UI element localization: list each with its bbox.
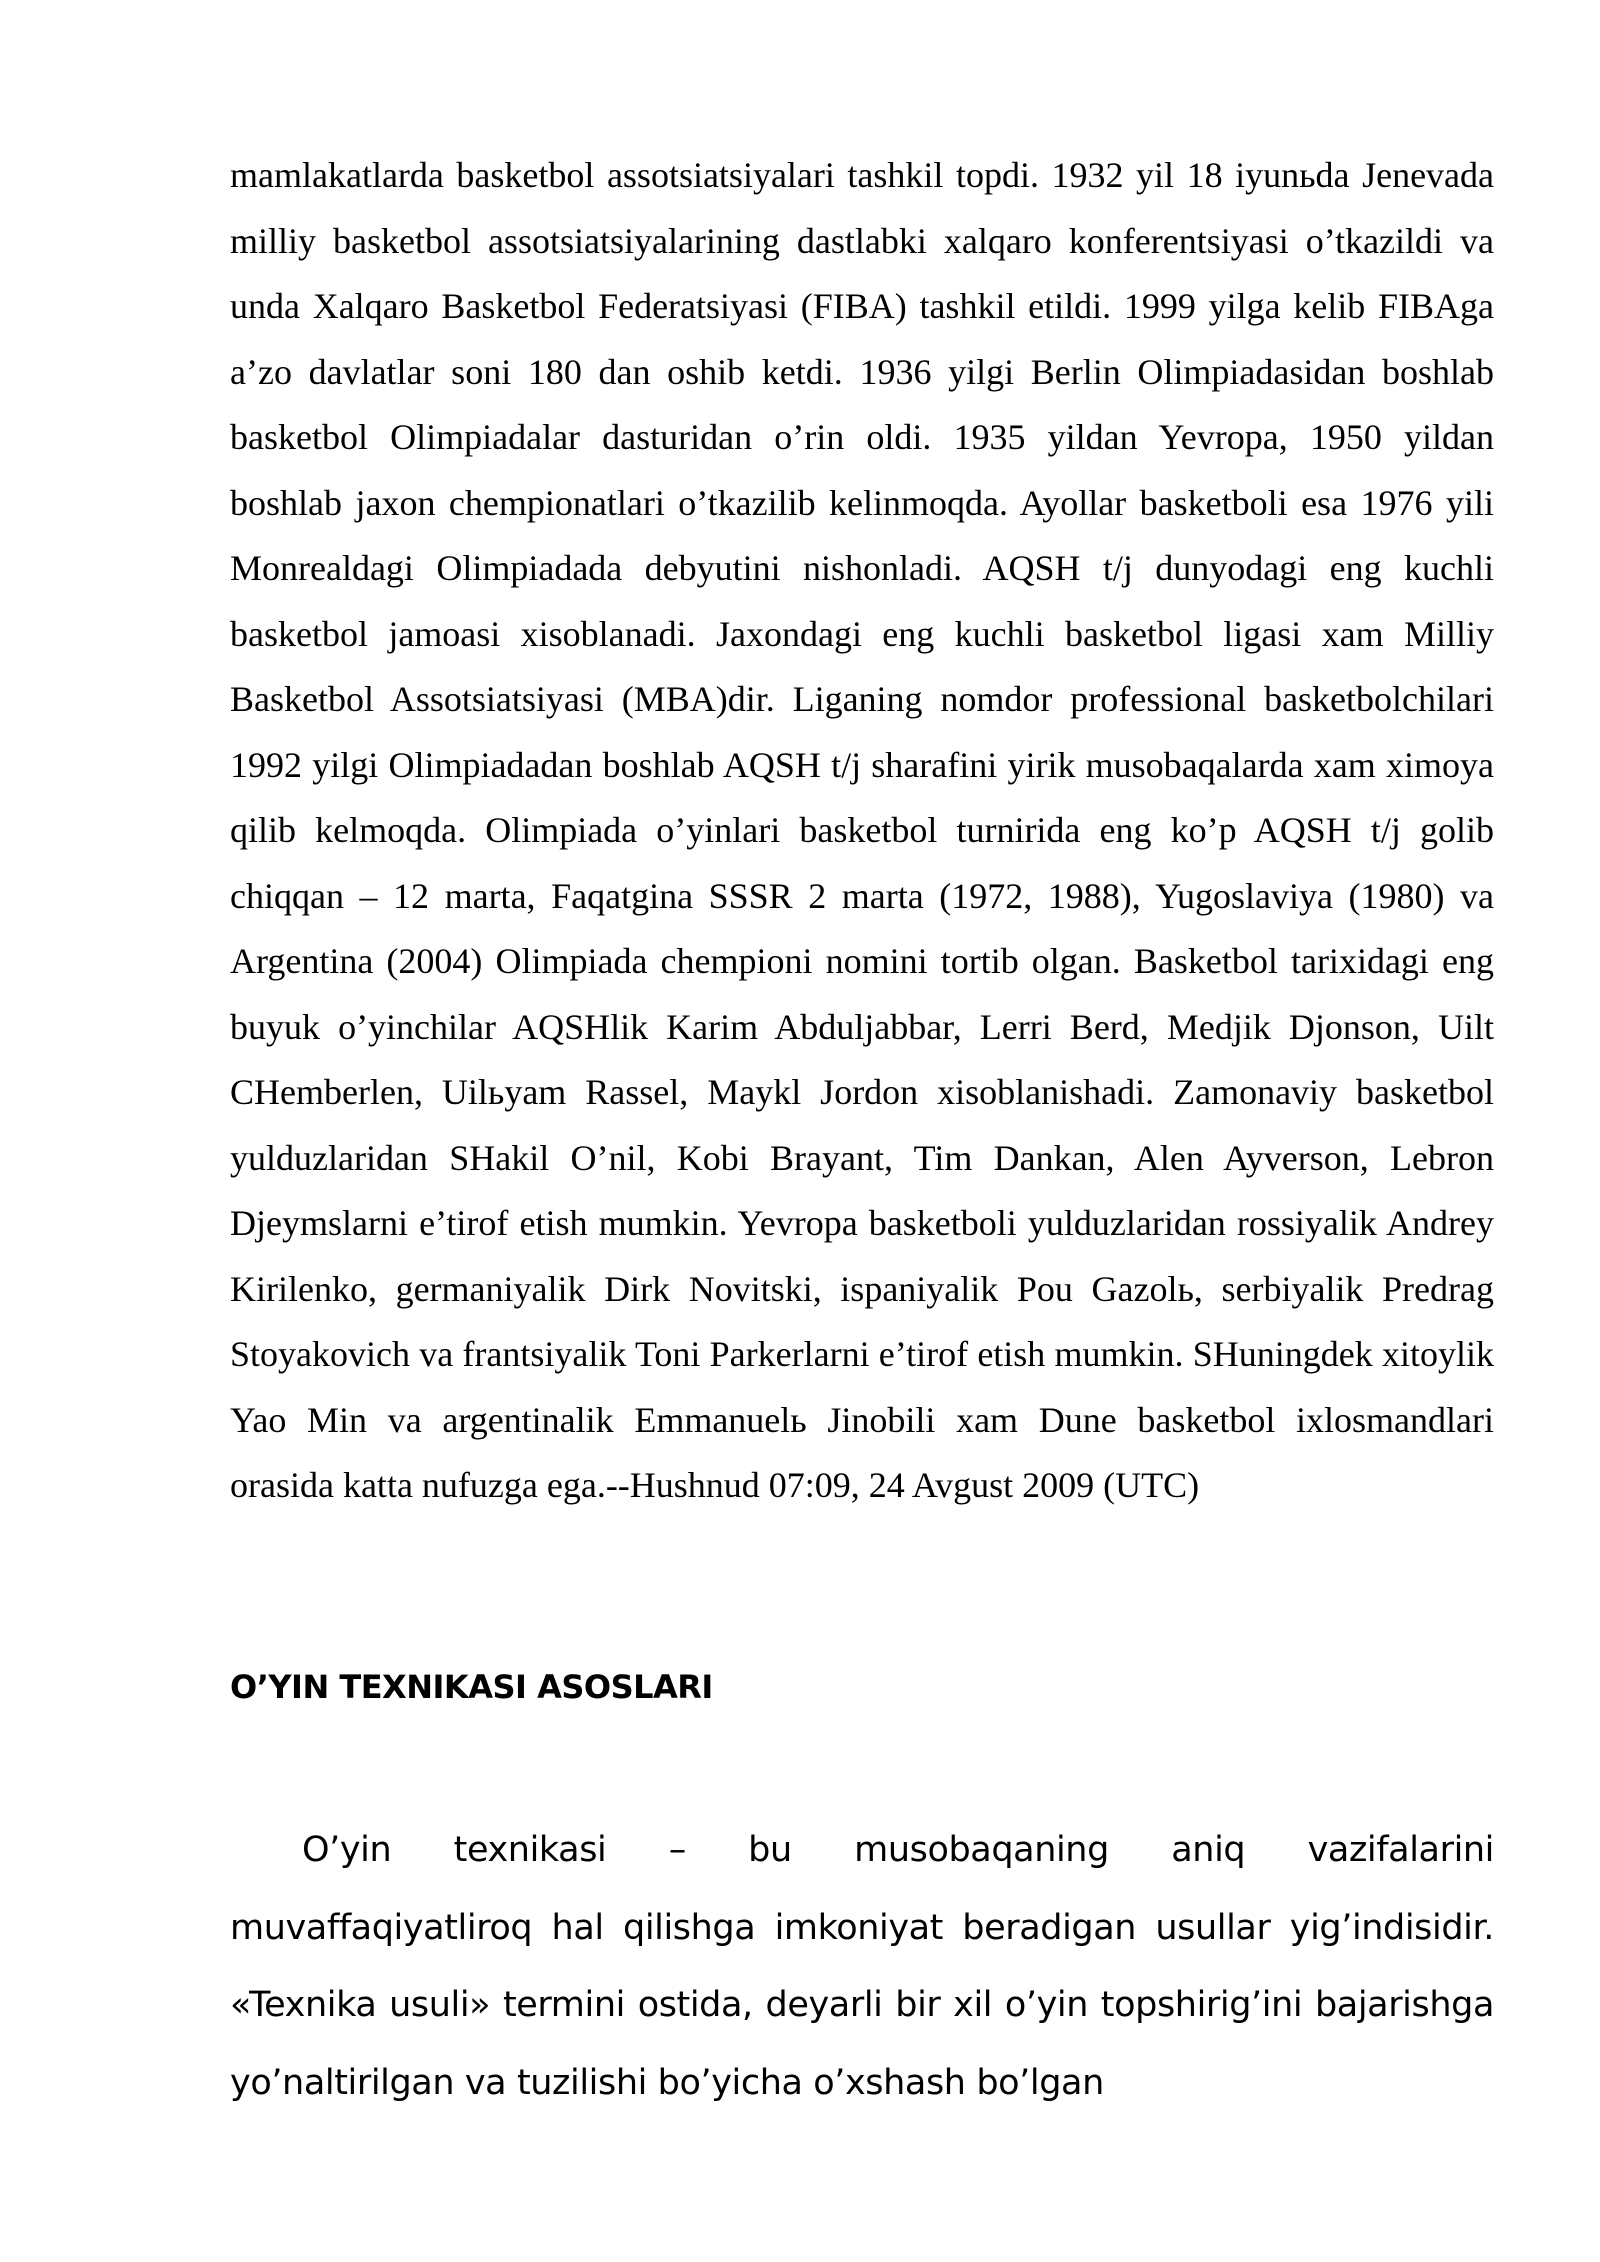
section-heading: O’YIN TEXNIKASI ASOSLARI xyxy=(230,1668,713,1706)
body-paragraph-history: mamlakatlarda basketbol assotsiatsiyalari tashkil topdi. 1932 yil 18 iyunьda Jenevada milliy basketbol assotsiatsiyalarining dastlabki xalqaro konferentsiyasi o’tkazildi va unda Xalqaro Basketbol Federatsiyasi (FIBA) tashkil etildi. 1999 yilga kelib FIBAga a’zo davlatlar soni 180 dan oshib ketdi. 1936 yilgi Berlin Olimpiadasidan boshlab basketbol Olimpiadalar dasturidan o’rin oldi. 1935 yildan Yevropa, 1950 yildan boshlab jaxon chempionatlari o’tkazilib kelinmoqda. Ayollar basketboli esa 1976 yili Monrealdagi Olimpiadada debyutini nishonladi. AQSH t/j dunyodagi eng kuchli basketbol jamoasi xisoblanadi. Jaxondagi eng kuchli basketbol ligasi xam Milliy Basketbol Assotsiatsiyasi (MBA)dir. Liganing nomdor professional basketbolchilari 1992 yilgi Olimpiadadan boshlab AQSH t/j sharafini yirik musobaqalarda xam ximoya qilib kelmoqda. Olimpiada o’yinlari basketbol turnirida eng ko’p AQSH t/j golib chiqqan – 12 marta, Faqatgina SSSR 2 marta (1972, 1988), Yugoslaviya (1980) va Argentina (2004) Olimpiada chempioni nomini tortib olgan. Basketbol tarixidagi eng buyuk o’yinchilar AQSHlik Karim Abduljabbar, Lerri Berd, Medjik Djonson, Uilt CHemberlen, Uilьyam Rassel, Maykl Jordon xisoblanishadi. Zamonaviy basketbol yulduzlaridan SHakil O’nil, Kobi Brayant, Tim Dankan, Alen Ayverson, Lebron Djeymslarni e’tirof etish mumkin. Yevropa basketboli yulduzlaridan rossiyalik Andrey Kirilenko, germaniyalik Dirk Novitski, ispaniyalik Pou Gazolь, serbiyalik Predrag Stoyakovich va frantsiyalik Toni Parkerlarni e’tirof etish mumkin. SHuningdek xitoylik Yao Min va argentinalik Emmanuelь Jinobili xam Dune basketbol ixlosmandlari orasida katta nufuzga ega.--Hushnud 07:09, 24 Avgust 2009 (UTC) xyxy=(230,155,1494,1505)
body-paragraph-technique: O’yin texnikasi – bu musobaqaning aniq vazifalarini muvaffaqiyatliroq hal qilishga imkoniyat beradigan usullar yig’indisidir. «Texnika usuli» termini ostida, deyarli bir xil o’yin topshirig’ini bajarishga yo’naltirilgan va tuzilishi bo’yicha o’xshash bo’lgan xyxy=(230,1830,1494,2103)
document-page xyxy=(230,0,1494,2103)
